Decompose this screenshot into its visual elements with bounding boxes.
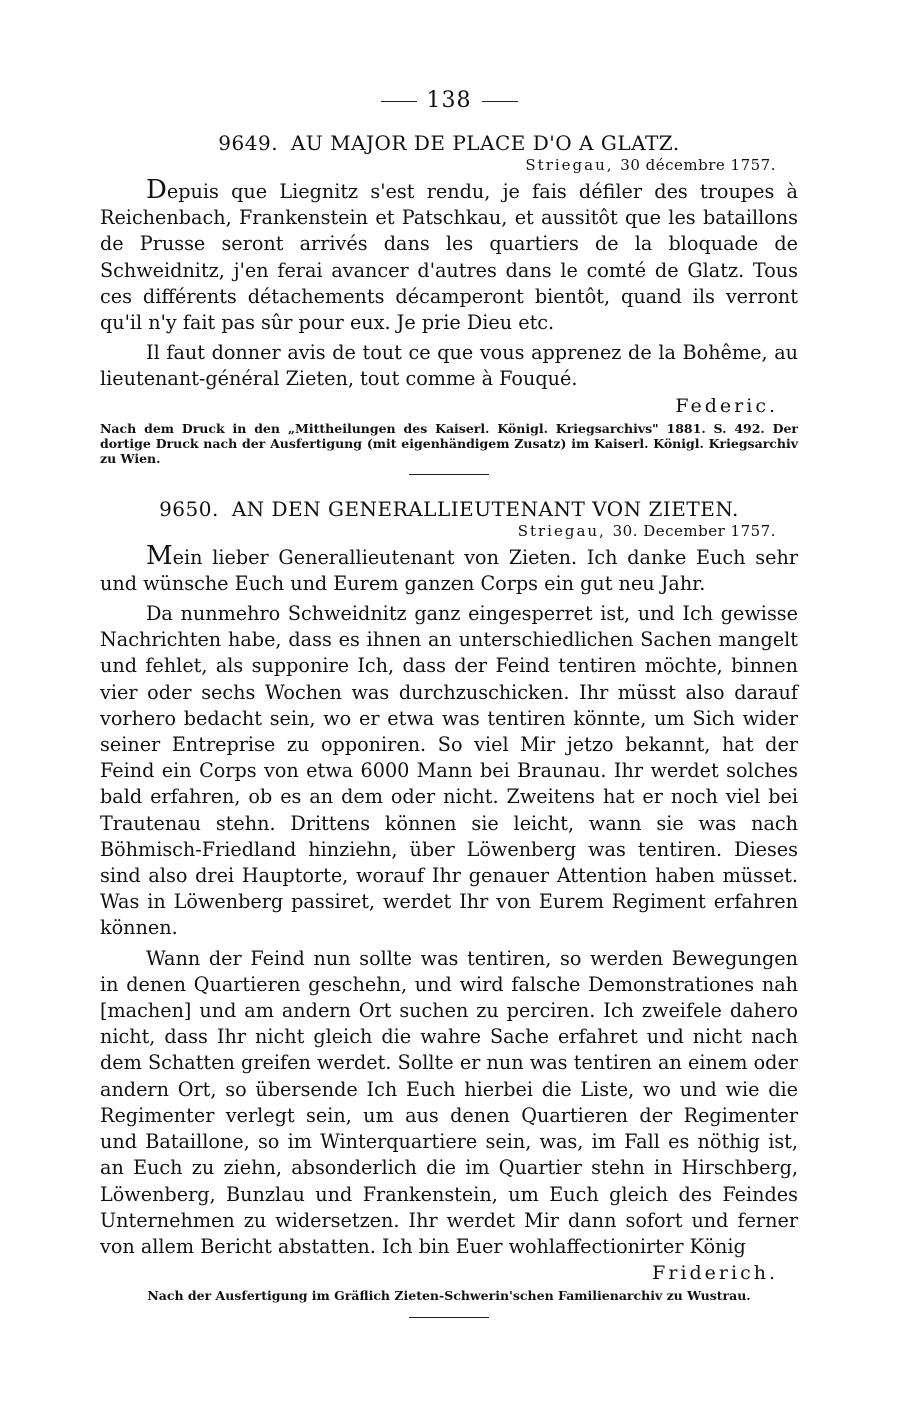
letter-heading [100,131,798,155]
section-divider [409,1317,489,1318]
letter-9649 [100,131,798,475]
letter-heading [100,497,798,521]
letter-place-date [100,155,798,175]
letter-paragraph: Mein lieber Generallieutenant von Zieten. Ich danke Euch sehr und wünsche Euch und Eurem ganzen Corps ein gut neu Jahr. [100,540,798,595]
source-note: Nach der Ausfertigung im Gräflich Zieten-Schwerin'schen Familienarchiv zu Wustrau. [147,1288,751,1304]
letter-number: 9650. [159,496,219,521]
section-divider [409,474,489,475]
letter-signature: Federic. [675,394,778,417]
letter-title: AU MAJOR DE PLACE D'O A GLATZ. [290,131,680,155]
right-dash [482,101,518,102]
letter-number: 9649. [218,131,279,155]
source-note: Nach dem Druck in den „Mittheilungen des Kaiserl. Königl. Kriegsarchivs" 1881. S. 492. Der dortige Druck nach der Ausfertigung (mit eigenhändigem Zusatz) im Kaiserl. Königl. Kriegsarchiv zu Wien. [100,420,798,466]
page-number-text: 138 [426,88,472,113]
left-dash [381,101,417,102]
letter-date: 30. December 1757. [612,521,776,540]
letter-paragraph: Da nunmehro Schweidnitz ganz eingesperret ist, und Ich gewisse Nachrichten habe, dass es ihnen an unterschiedlichen Sachen mangelt und fehlet, als supponire Ich, dass der Feind tentiren möchte, binnen vier oder sechs Wochen was durchzuschicken. Ihr müsst also darauf vorhero bedacht sein, wo er etwa was tentiren könnte, um Sich wider seiner Entreprise zu opponiren. So viel Mir jetzo bekannt, hat der Feind ein Corps von etwa 6000 Mann bei Braunau. Ihr werdet solches bald erfahren, ob es an dem oder nicht. Zweitens hat er noch viel bei Trautenau stehn. Drittens können sie leicht, wann sie was nach Böhmisch-Friedland hinziehn, über Löwenberg was tentiren. Dieses sind also drei Hauptorte, worauf Ihr genauer Attention haben müsset. Was in Löwenberg passiret, werdet Ihr von Eurem Regiment erfahren können. [100,602,798,940]
letter-place: Striegau, [517,521,606,540]
letter-paragraph: Depuis que Liegnitz s'est rendu, je fais défiler des troupes à Reichenbach, Frankenstein et Patschkau, et aussitôt que les bataillons de Prusse seront arrivés dans les quartiers de la bloquade de Schweidnitz, j'en ferai avancer d'autres dans le comté de Glatz. Tous ces différents détachements décamperont bientôt, quand ils verront qu'il n'y fait pas sûr pour eux. Je prie Dieu etc. [100,175,798,335]
letter-paragraph: Wann der Feind nun sollte was tentiren, so werden Bewegungen in denen Quartieren geschehn, und wird falsche Demonstrationes nah [machen] und am andern Ort suchen zu perciren. Ich zweifele dahero nicht, dass Ihr nicht gleich die wahre Sache erfahret und nicht nach dem Schatten greifen werdet. Sollte er nun was tentiren an einem oder andern Ort, so übersende Ich Euch hierbei die Liste, wo und wie die Regimenter verlegt sein, um aus denen Quartieren der Regimenter und Bataillone, so im Winterquartiere sein, was, im Fall es nöthig ist, an Euch zu ziehn, absonderlich die im Quartier stehn in Hirschberg, Löwenberg, Bunzlau und Frankenstein, um Euch gleich des Feindes Unternehmen zu widersetzen. Ihr werdet Mir dann sofort und ferner von allem Bericht abstatten. Ich bin Euer wohlaffectionirter König [100,946,798,1258]
letter-9650 [100,497,798,1318]
page-number [100,88,798,113]
letter-signature: Friderich. [652,1262,778,1285]
letter-place: Striegau, [525,156,614,174]
letter-place-date [100,521,798,541]
document-page [100,88,798,1318]
letter-date: 30 décembre 1757. [620,156,776,174]
letter-title: AN DEN GENERALLIEUTENANT VON ZIETEN. [231,496,739,521]
letter-paragraph: Il faut donner avis de tout ce que vous apprenez de la Bohême, au lieutenant-général Zieten, tout comme à Fouqué. [100,341,798,391]
